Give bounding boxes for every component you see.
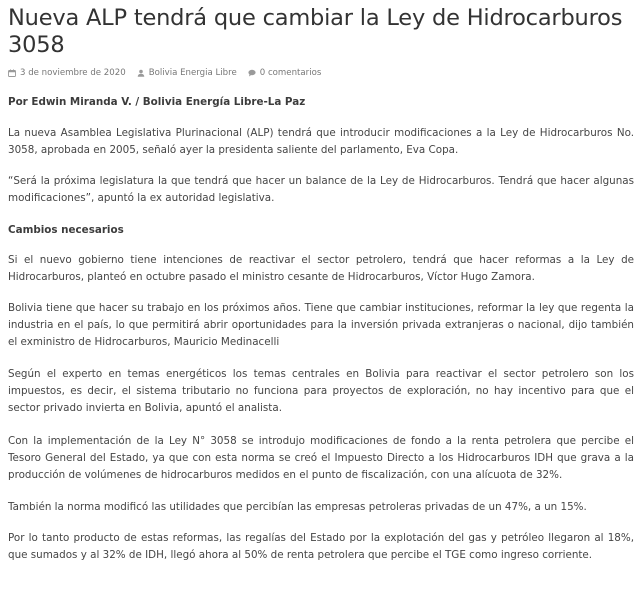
paragraph: “Será la próxima legislatura la que tendrá que hacer un balance de la Ley de Hidrocarburos. Tendrá que hacer algunas modificaciones”, apuntó la ex autoridad legislativa. (8, 175, 634, 204)
section-heading: Cambios necesarios (8, 224, 124, 236)
paragraph: Bolivia tiene que hacer su trabajo en los próximos años. Tiene que cambiar instituciones, reformar la ley que regenta la industria en el país, lo que permitirá abrir oportunidades para la inversión privada extranjeras o nacional, dijo también el exministro de Hidrocarburos, Mauricio Medinacelli (8, 302, 634, 348)
byline: Por Edwin Miranda V. / Bolivia Energía Libre-La Paz (8, 96, 306, 108)
meta-date (8, 68, 126, 78)
meta-author (137, 68, 237, 78)
author-link[interactable]: Bolivia Energia Libre (148, 68, 237, 78)
comment-icon (248, 69, 256, 77)
comments-link[interactable]: 0 comentarios (259, 68, 322, 78)
paragraph: Si el nuevo gobierno tiene intenciones de reactivar el sector petrolero, tendrá que hacer reformas a la Ley de Hidrocarburos, planteó en octubre pasado el ministro cesante de Hidrocarburos, Víctor Hugo Zamora. (8, 254, 634, 283)
meta-comments (248, 68, 322, 78)
article-meta (8, 66, 632, 80)
article (0, 5, 640, 80)
article-title: Nueva ALP tendrá que cambiar la Ley de Hidrocarburos 3058 (8, 5, 623, 58)
paragraph: La nueva Asamblea Legislativa Plurinacional (ALP) tendrá que introducir modificaciones a la Ley de Hidrocarburos No. 3058, aprobada en 2005, señaló ayer la presidenta saliente del parlamento, Eva Copa. (8, 127, 634, 156)
paragraph: También la norma modificó las utilidades que percibían las empresas petroleras privadas de un 47%, a un 15%. (8, 501, 587, 513)
date-link[interactable]: 3 de noviembre de 2020 (20, 68, 126, 78)
user-icon (137, 69, 145, 77)
paragraph: Según el experto en temas energéticos los temas centrales en Bolivia para reactivar el sector petrolero son los impuestos, es decir, el sistema tributario no funciona para proyectos de exploración, no hay incentivo para que el sector privado invierta en Bolivia, apuntó el analista. (8, 368, 634, 414)
paragraph: Con la implementación de la Ley N° 3058 se introdujo modificaciones de fondo a la renta petrolera que percibe el Tesoro General del Estado, ya que con esta norma se creó el Impuesto Directo a los Hidrocarburos IDH que grava a la producción de volúmenes de hidrocarburos medidos en el punto de fiscalización, con una alícuota de 32%. (8, 435, 634, 481)
paragraph: Por lo tanto producto de estas reformas, las regalías del Estado por la explotación del gas y petróleo llegaron al 18%, que sumados y al 32% de IDH, llegó ahora al 50% de renta petrolera que percibe el TGE como ingreso corriente. (8, 532, 634, 561)
calendar-icon (8, 69, 16, 77)
